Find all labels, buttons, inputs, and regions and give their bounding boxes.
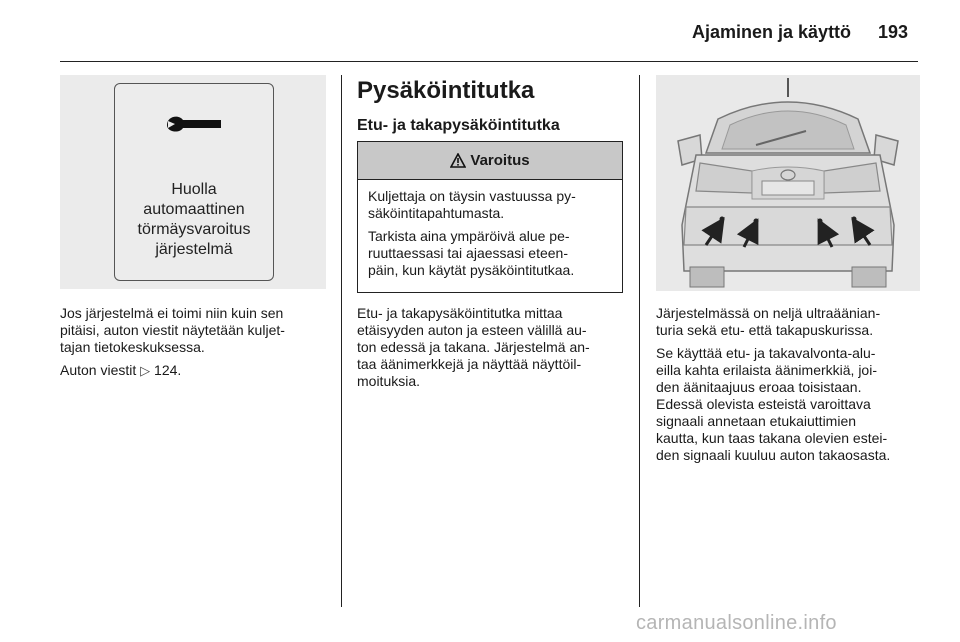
warning-box bbox=[357, 141, 623, 293]
watermark-link[interactable]: carmanualsonline.info bbox=[636, 612, 837, 634]
text-line: säköintitapahtumasta. bbox=[368, 205, 505, 221]
text-line: tajan tietokeskuksessa. bbox=[60, 339, 205, 355]
paragraph bbox=[357, 305, 627, 390]
text-line: den äänitaajuus eroaa toisistaan. bbox=[656, 379, 862, 395]
paragraph bbox=[656, 305, 926, 339]
info-display-illustration bbox=[60, 75, 326, 289]
text-line: pitäisi, auton viestit näytetään kuljet- bbox=[60, 322, 285, 338]
header-rule bbox=[60, 61, 918, 62]
text-line: päin, kun käytät pysäköintitutkaa. bbox=[368, 262, 575, 278]
left-text bbox=[60, 305, 330, 385]
text-line: etäisyyden auton ja esteen välillä au- bbox=[357, 322, 587, 338]
page-reference-icon: ▷ bbox=[140, 363, 151, 378]
text-line: kautta, kun taas takana olevien estei- bbox=[656, 430, 888, 446]
display-screen bbox=[114, 83, 274, 281]
text-line: Kuljettaja on täysin vastuussa py- bbox=[368, 188, 576, 204]
text-line: Tarkista aina ympäröivä alue pe- bbox=[368, 228, 570, 244]
display-line: järjestelmä bbox=[155, 241, 233, 258]
wrench-icon bbox=[165, 112, 225, 138]
text-line: taa äänimerkkejä ja näyttää näyttöil- bbox=[357, 356, 582, 372]
warning-body bbox=[358, 180, 622, 279]
text-line: Se käyttää etu- ja takavalvonta-alu- bbox=[656, 345, 876, 361]
warning-paragraph bbox=[368, 228, 612, 279]
display-line: automaattinen bbox=[143, 201, 245, 218]
text-line: Järjestelmässä on neljä ultraäänian- bbox=[656, 305, 881, 321]
subsection-heading: Etu- ja takapysäköintitutka bbox=[357, 117, 560, 134]
text-line: Jos järjestelmä ei toimi niin kuin sen bbox=[60, 305, 284, 321]
reference-text: Auton viestit bbox=[60, 362, 137, 378]
column-divider-left bbox=[341, 75, 342, 607]
display-message bbox=[115, 180, 273, 260]
right-text bbox=[656, 305, 926, 470]
reference-page-link[interactable]: 124. bbox=[154, 362, 182, 378]
warning-triangle-icon bbox=[450, 153, 466, 168]
section-heading: Pysäköintitutka bbox=[357, 77, 535, 104]
text-line: Etu- ja takapysäköintitutka mittaa bbox=[357, 305, 563, 321]
page-number: 193 bbox=[878, 22, 909, 42]
text-line: eilla kahta erilaista äänimerkkiä, joi- bbox=[656, 362, 877, 378]
running-header-title: Ajaminen ja käyttö bbox=[692, 22, 852, 42]
middle-text bbox=[357, 305, 627, 396]
column-divider-right bbox=[639, 75, 640, 607]
warning-paragraph bbox=[368, 188, 612, 222]
text-line: Edessä olevista esteistä varoittava bbox=[656, 396, 871, 412]
paragraph bbox=[60, 305, 330, 356]
text-line: ton edessä ja takana. Järjestelmä an- bbox=[357, 339, 590, 355]
text-line: moituksia. bbox=[357, 373, 421, 389]
text-line: ruuttaessasi tai ajaessasi eteen- bbox=[368, 245, 568, 261]
car-rear-sensors-illustration bbox=[656, 75, 920, 291]
warning-header bbox=[358, 142, 622, 180]
text-line: signaali annetaan etukaiuttimien bbox=[656, 413, 857, 429]
display-line: Huolla bbox=[171, 181, 217, 198]
text-line: turia sekä etu- että takapuskurissa. bbox=[656, 322, 874, 338]
text-line: den signaali kuuluu auton takaosasta. bbox=[656, 447, 891, 463]
display-line: törmäysvaroitus bbox=[137, 221, 251, 238]
paragraph bbox=[656, 345, 926, 464]
reference-paragraph bbox=[60, 362, 330, 379]
warning-title: Varoitus bbox=[470, 152, 530, 169]
car-rear-drawing bbox=[656, 75, 920, 291]
